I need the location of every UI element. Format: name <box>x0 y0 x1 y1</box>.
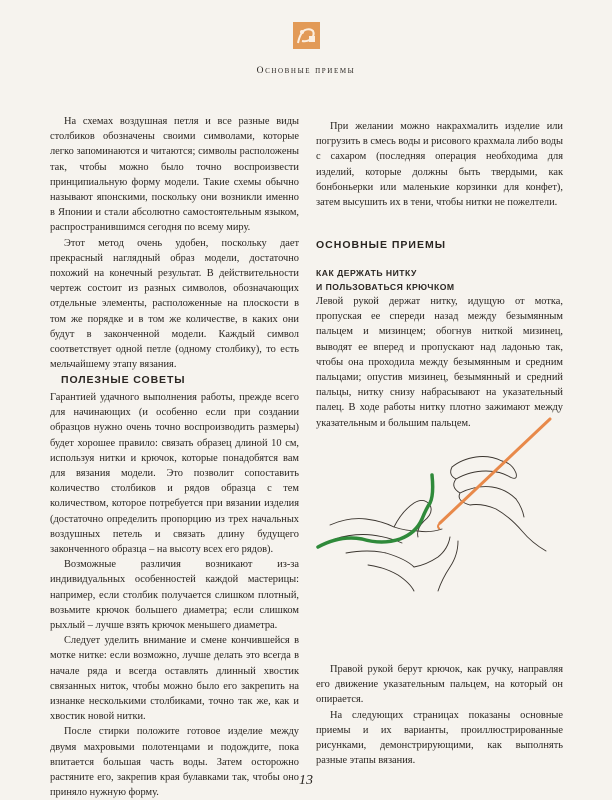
paragraph: На следующих страницах показаны основные приемы и их варианты, проиллюстрированные рисунками, демонстрирующими, как выполнять разные этапы вязания. <box>316 709 563 767</box>
paragraph: Левой рукой держат нитку, идущую от мотка, пропуская ее спереди назад между безымянным пальцем и мизинцем; обогнув ниткой мизинец, выводят ее вперед и пропускают над ладонью так, чтобы она проходила между безымянным и средним пальцами; опустив мизинец, безымянный и средний пальцы, нитку снизу набрасывают на указательный палец. В ходе работы нитку плотно зажимают между указательным и большим пальцем. <box>316 296 563 429</box>
crochet-hook <box>440 419 550 523</box>
running-head: Основные приемы <box>256 66 356 76</box>
paragraph: При желании можно накрахмалить изделие или погрузить в смесь воды и рисового крахмала либо воды с сахаром (последняя операция необходима для изделий, которые должны быть твердыми, как бонбоньерки или маленькие корзинки для конфет), затем высушить их в тени, чтобы нитки не пожелтели. <box>316 121 563 209</box>
right-column-hold <box>316 294 563 431</box>
paragraph: Следует уделить внимание и смене кончившейся в мотке нитке: если возможно, лучше делать это всегда в начале ряда и всегда оставлять длинный хвостик связанных ниток, чтобы можно было его закрепить на изнанке несколькими столбиками, точно так же, как и хвостик новой нитки. <box>50 635 299 723</box>
paragraph: Возможные различия возникают из-за индивидуальных особенностей каждой мастерицы: например, если столбик получается слишком плотный, возьмите крючок большего диаметра; если слишком рыхлый – лучше взять крючок меньшего диаметра. <box>50 559 299 632</box>
green-yarn <box>318 475 433 547</box>
section-heading-tips: ПОЛЕЗНЫЕ СОВЕТЫ <box>61 374 186 386</box>
page-number: 13 <box>299 773 313 788</box>
section-heading-basic-techniques: ОСНОВНЫЕ ПРИЕМЫ <box>316 239 446 251</box>
paragraph: Этот метод очень удобен, поскольку дает прекрасный наглядный образ модели, достаточно похожий на конечный результат. В действительности чертеж состоит из разных символов, обозначающих отдельные элементы, расположенные на плоскости в том же порядке и в том же количестве, в каких они будут в законченной модели. Каждый символ соответствует одной петле (одному столбику), то есть мельчайшему этапу вязания. <box>50 237 299 371</box>
subheading-hold-yarn <box>316 266 556 294</box>
left-column-top <box>50 114 299 372</box>
right-column-bottom <box>316 662 563 768</box>
paragraph: После стирки положите готовое изделие между двумя махровыми полотенцами и подождите, пока впитается большая часть воды. Затем осторожно растяните его, закрепив края булавками так, чтобы оно приняло нужную форму. <box>50 726 299 799</box>
subheading-line: И ПОЛЬЗОВАТЬСЯ КРЮЧКОМ <box>316 282 455 292</box>
right-hand-outline <box>452 457 502 468</box>
left-hand-outline <box>330 519 418 531</box>
right-column-top <box>316 119 563 210</box>
paragraph: Правой рукой берут крючок, как ручку, направляя его движение указательным пальцем, на который он опирается. <box>316 664 563 706</box>
knitting-logo-icon <box>293 22 320 49</box>
paragraph: Гарантией удачного выполнения работы, прежде всего для начинающих (и особенно если при создании образцов нужно очень точно воспроизводить размеры) будет хорошее правило: связать образец длиной 10 см, используя нитки и крючок, которые понадобятся вам для вязания модели. Это позволит сопоставить количество столбиков и рядов образца с тем количеством, которое потребуется при вязании изделия (достаточно определить пропорцию из трех начальных воздушных петель и связать длину будущего законченного образца – на высоту всех его рядов). <box>50 392 299 556</box>
left-column-bottom <box>50 390 299 800</box>
paragraph: На схемах воздушная петля и все разные виды столбиков обозначены своими символами, которые легко запоминаются и читаются; символы расположены так, чтобы можно было точно воспроизвести принципиальную форму модели. Такие схемы обычно называют японскими, поскольку они возникли именно в Японии и стали абсолютно самостоятельным языком, распространившимся сегодня по всему миру. <box>50 116 299 234</box>
hands-holding-yarn-and-hook-illustration <box>310 415 572 595</box>
subheading-line: КАК ДЕРЖАТЬ НИТКУ <box>316 268 417 278</box>
